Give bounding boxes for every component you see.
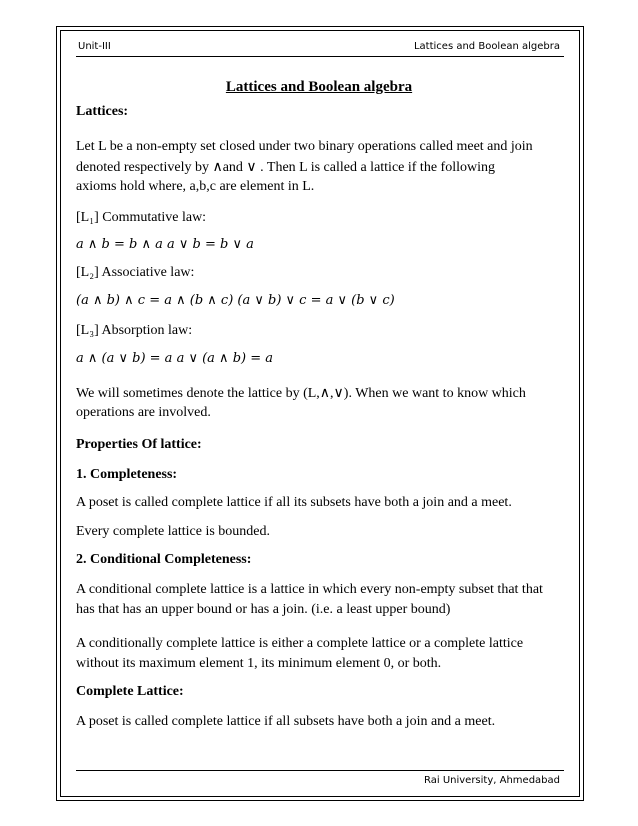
page-title: Lattices and Boolean algebra — [225, 79, 413, 95]
paragraph-line: Let L be a non-empty set closed under two binary operations called meet and join — [76, 139, 533, 154]
footer-rule — [76, 770, 564, 771]
law-label-commutative: [L₁] Commutative law: — [76, 210, 207, 225]
heading-complete-lattice: Complete Lattice: — [76, 684, 184, 699]
paragraph-line: denoted respectively by ∧and ∨ . Then L is called a lattice if the following — [76, 160, 495, 175]
header-unit: Unit-III — [78, 41, 111, 52]
paragraph-line: We will sometimes denote the lattice by (L,∧,∨). When we want to know which — [76, 386, 526, 401]
paragraph-line: operations are involved. — [76, 405, 211, 420]
heading-completeness: 1. Completeness: — [76, 467, 178, 482]
paragraph-line: Every complete lattice is bounded. — [76, 524, 270, 539]
heading-lattices: Lattices: — [76, 104, 129, 119]
paragraph-line: A conditional complete lattice is a lattice in which every non-empty subset that that — [76, 582, 543, 597]
law-label-associative: [L₂] Associative law: — [76, 265, 195, 280]
footer-university: Rai University, Ahmedabad — [424, 775, 560, 786]
equation-associative: (a ∧ b) ∧ c = a ∧ (b ∧ c) (a ∨ b) ∨ c = a ∨ (b ∨ c) — [76, 293, 395, 308]
header-chapter: Lattices and Boolean algebra — [413, 41, 560, 52]
paragraph-line: has that has an upper bound or has a join. (i.e. a least upper bound) — [76, 602, 451, 617]
paragraph-line: A poset is called complete lattice if all subsets have both a join and a meet. — [76, 714, 496, 729]
paragraph-line: A conditionally complete lattice is either a complete lattice or a complete lattice — [76, 636, 524, 651]
paragraph-line: A poset is called complete lattice if all its subsets have both a join and a meet. — [76, 495, 512, 510]
paragraph-line: without its maximum element 1, its minimum element 0, or both. — [76, 656, 442, 671]
heading-conditional-completeness: 2. Conditional Completeness: — [76, 552, 252, 567]
heading-properties: Properties Of lattice: — [76, 437, 202, 452]
paragraph-line: axioms hold where, a,b,c are element in L. — [76, 179, 315, 194]
equation-commutative: a ∧ b = b ∧ a a ∨ b = b ∨ a — [76, 237, 254, 252]
law-label-absorption: [L₃] Absorption law: — [76, 323, 193, 338]
equation-absorption: a ∧ (a ∨ b) = a a ∨ (a ∧ b) = a — [76, 351, 273, 366]
header-rule — [76, 56, 564, 57]
